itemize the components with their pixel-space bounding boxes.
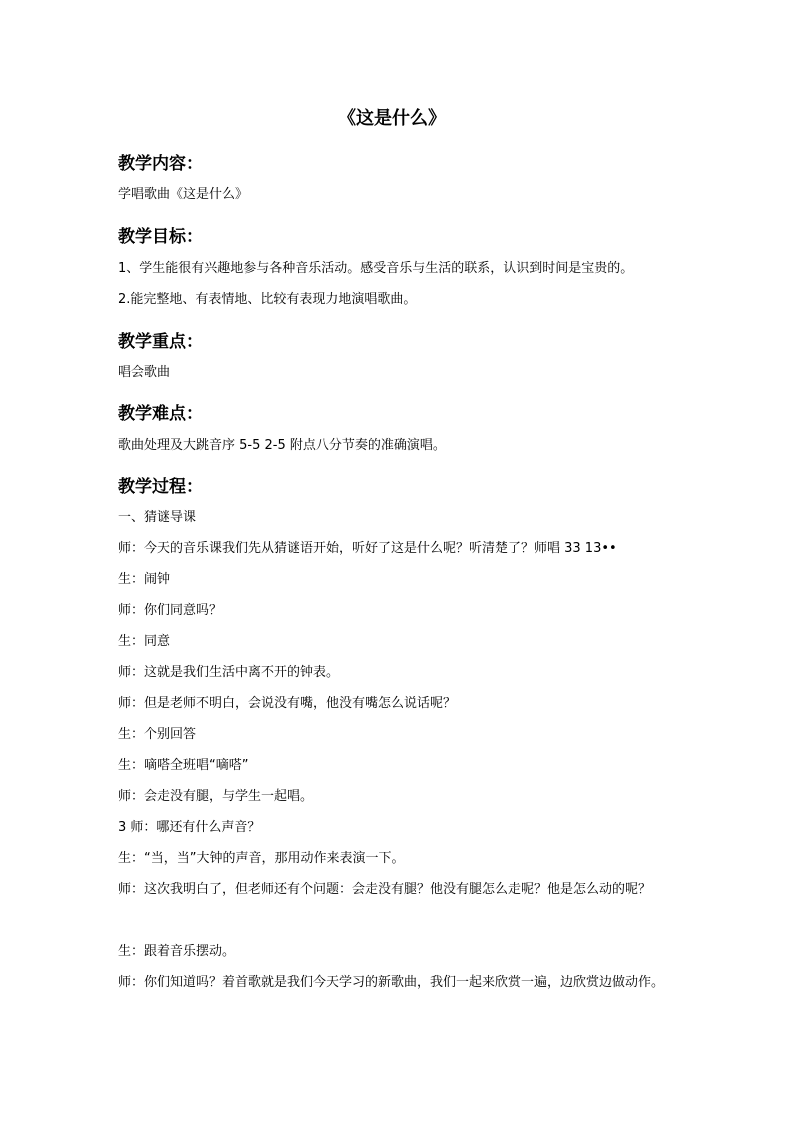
process-line: 生：“当，当”大钟的声音，那用动作来表演一下。: [118, 851, 405, 866]
process-line: 师：今天的音乐课我们先从猜谜语开始，听好了这是什么呢？听清楚了？师唱 33 13••: [118, 541, 617, 556]
section-heading-goals: 教学目标：: [118, 227, 203, 247]
process-line: 师：你们同意吗？: [118, 603, 223, 618]
key-points-text: 唱会歌曲: [118, 365, 171, 380]
section-heading-process: 教学过程：: [118, 477, 203, 497]
process-line: 师：这就是我们生活中离不开的钟表。: [118, 665, 340, 680]
process-line: 生：闹钟: [118, 572, 171, 587]
document-title: 《这是什么》: [338, 108, 446, 129]
process-line: 生：跟着音乐摆动。: [118, 944, 236, 959]
difficulties-text: 歌曲处理及大跳音序 5-5 2-5 附点八分节奏的准确演唱。: [118, 438, 446, 453]
content-text: 学唱歌曲《这是什么》: [118, 187, 249, 202]
section-heading-content: 教学内容：: [118, 154, 203, 174]
section-heading-key-points: 教学重点：: [118, 332, 203, 352]
process-line: 生：嘀嗒全班唱“嘀嗒”: [118, 758, 249, 773]
process-line: 一、猜谜导课: [118, 510, 197, 525]
process-line: 生：个别回答: [118, 727, 197, 742]
process-paragraph: 师：你们知道吗？着首歌就是我们今天学习的新歌曲，我们一起来欣赏一遍，边欣赏边做动作。: [118, 975, 665, 990]
process-line: 3 师：哪还有什么声音？: [118, 820, 261, 835]
process-line: 师：会走没有腿，与学生一起唱。: [118, 789, 314, 804]
process-line: 生：同意: [118, 634, 171, 649]
process-paragraph: 师：这次我明白了，但老师还有个问题：会走没有腿？他没有腿怎么走呢？他是怎么动的呢？: [118, 882, 652, 897]
process-line: 师：但是老师不明白，会说没有嘴，他没有嘴怎么说话呢？: [118, 696, 457, 711]
goal-item-1: 1、学生能很有兴趣地参与各种音乐活动。感受音乐与生活的联系，认识到时间是宝贵的。: [118, 261, 634, 276]
section-heading-difficulties: 教学难点：: [118, 404, 203, 424]
goal-item-2: 2.能完整地、有表情地、比较有表现力地演唱歌曲。: [118, 292, 417, 307]
